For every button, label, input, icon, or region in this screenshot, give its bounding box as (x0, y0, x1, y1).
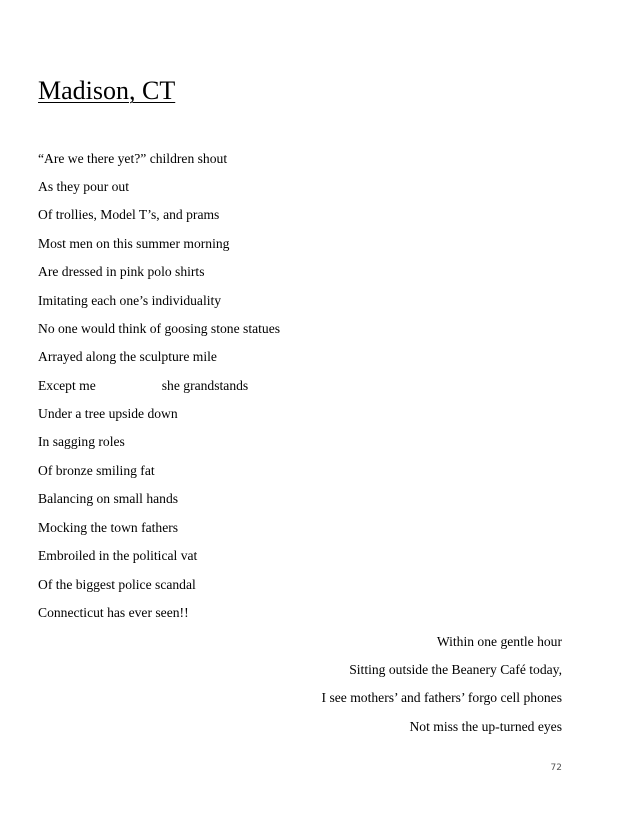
poem-line: “Are we there yet?” children shout (38, 151, 228, 166)
poem-line: Mocking the town fathers (38, 520, 179, 535)
poem-line: Under a tree upside down (38, 406, 178, 421)
poem-line: Most men on this summer morning (38, 236, 230, 251)
poem-line: Of the biggest police scandal (38, 577, 196, 592)
poem-line: Are dressed in pink polo shirts (38, 264, 205, 279)
poem-line: In sagging roles (38, 434, 125, 449)
poem-line-right: Not miss the up-turned eyes (409, 719, 562, 734)
poem-line: Of bronze smiling fat (38, 463, 155, 478)
poem-line: Connecticut has ever seen!! (38, 605, 189, 620)
poem-line: Of trollies, Model T’s, and prams (38, 207, 220, 222)
poem-line: Balancing on small hands (38, 491, 179, 506)
poem-line-right: I see mothers’ and fathers’ forgo cell phones (321, 690, 562, 705)
poem-line: Imitating each one’s individuality (38, 293, 222, 308)
page-number: 72 (550, 763, 562, 773)
poem-line-right: Within one gentle hour (436, 634, 562, 649)
split-line-left: Except me (38, 378, 96, 393)
poem-line: Embroiled in the political vat (38, 548, 198, 563)
split-line-right: she grandstands (161, 378, 249, 393)
poem-title: Madison, CT (38, 76, 176, 105)
poem-line-right: Sitting outside the Beanery Café today, (349, 662, 562, 677)
poem-line: No one would think of goosing stone statues (38, 321, 281, 336)
poem-line: As they pour out (38, 179, 129, 194)
poem-split-line (38, 377, 248, 395)
poem-line: Arrayed along the sculpture mile (38, 349, 217, 364)
